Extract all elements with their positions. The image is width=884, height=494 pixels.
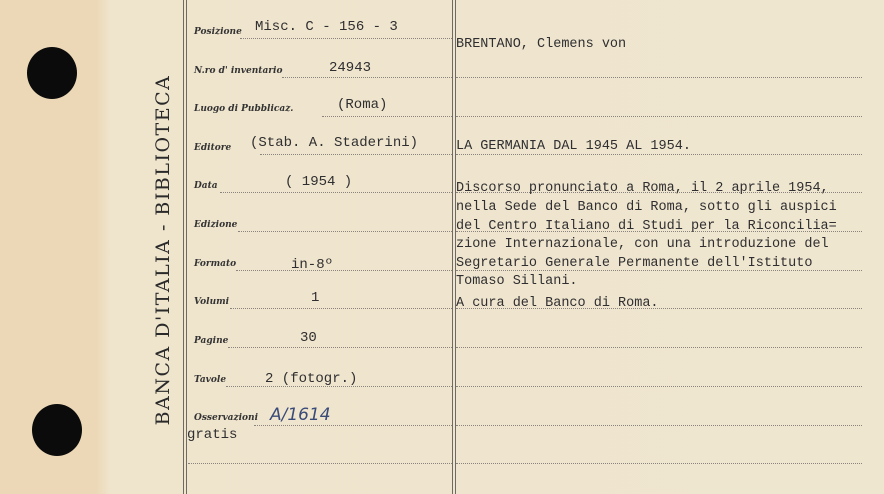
punch-hole-bottom xyxy=(32,404,82,456)
ruled-line xyxy=(456,154,862,155)
title: LA GERMANIA DAL 1945 AL 1954. xyxy=(456,139,691,154)
middle-column-rule xyxy=(452,0,453,494)
field-line xyxy=(188,463,452,464)
label-posizione: Posizione xyxy=(194,27,242,37)
ruled-line xyxy=(456,116,862,117)
field-line xyxy=(228,347,452,348)
value-data: ( 1954 ) xyxy=(285,174,353,190)
label-data: Data xyxy=(194,181,218,191)
field-line xyxy=(230,308,452,309)
field-line xyxy=(260,154,452,155)
value-posizione: Misc. C - 156 - 3 xyxy=(255,19,398,35)
description-line: Tomaso Sillani. xyxy=(456,274,578,289)
description-line: nella Sede del Banco di Roma, sotto gli auspici xyxy=(456,200,837,215)
label-editore: Editore xyxy=(194,143,232,153)
label-pagine: Pagine xyxy=(194,336,229,346)
ruled-line xyxy=(456,386,862,387)
field-line xyxy=(220,192,452,193)
label-luogo: Luogo di Pubblicaz. xyxy=(194,104,294,114)
library-header: BANCA D'ITALIA - BIBLIOTECA xyxy=(152,74,174,426)
editor-note: A cura del Banco di Roma. xyxy=(456,296,659,311)
label-edizione: Edizione xyxy=(194,220,238,230)
value-tavole: 2 (fotogr.) xyxy=(265,371,358,387)
field-line xyxy=(322,116,452,117)
field-line xyxy=(254,425,452,426)
description-line: Segretario Generale Permanente dell'Istituto xyxy=(456,256,813,271)
ruled-line xyxy=(456,347,862,348)
value-luogo: (Roma) xyxy=(337,97,388,113)
field-line xyxy=(282,77,452,78)
label-volumi: Volumi xyxy=(194,297,230,307)
value-formato: in-8º xyxy=(291,257,334,273)
value-volumi: 1 xyxy=(311,290,320,306)
field-line xyxy=(240,38,452,39)
value-inventario: 24943 xyxy=(329,60,372,76)
punch-hole-top xyxy=(27,47,77,99)
left-column-rule-inner xyxy=(186,0,187,494)
label-inventario: N.ro d' inventario xyxy=(194,66,283,76)
author: BRENTANO, Clemens von xyxy=(456,37,627,52)
label-formato: Formato xyxy=(194,259,237,269)
handwritten-note: A/1614 xyxy=(270,405,331,425)
ruled-line xyxy=(456,77,862,78)
label-osservazioni: Osservazioni xyxy=(194,413,258,423)
ruled-line xyxy=(456,425,862,426)
left-column-rule xyxy=(183,0,184,494)
label-tavole: Tavole xyxy=(194,375,227,385)
value-osservazioni: gratis xyxy=(187,427,238,443)
field-line xyxy=(238,231,452,232)
description-line: del Centro Italiano di Studi per la Riconcilia= xyxy=(456,219,837,234)
description-line: zione Internazionale, con una introduzione del xyxy=(456,237,829,252)
value-pagine: 30 xyxy=(300,330,317,346)
description-line: Discorso pronunciato a Roma, il 2 aprile 1954, xyxy=(456,181,829,196)
ruled-line xyxy=(456,463,862,464)
field-line xyxy=(236,270,452,271)
value-editore: (Stab. A. Staderini) xyxy=(250,135,419,151)
